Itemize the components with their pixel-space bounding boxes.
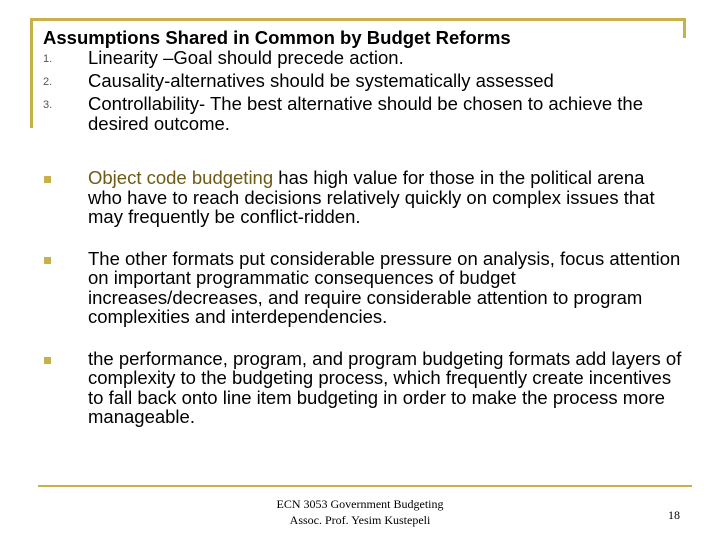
footer-course: ECN 3053 Government Budgeting [276,497,444,511]
frame-left-rule [30,18,33,128]
slide-title: Assumptions Shared in Common by Budget Reforms [43,27,511,48]
bullet-text [88,168,683,227]
page-number: 18 [668,508,680,522]
footer-author: Assoc. Prof. Yesim Kustepeli [289,513,431,527]
bullet-item [43,168,683,227]
frame-top-rule [30,18,686,21]
numbered-list [43,47,683,134]
numbered-item-text: Linearity –Goal should precede action. [88,47,404,68]
list-number: 2. [43,76,53,88]
slide-footer [250,496,470,528]
frame-right-rule [683,18,686,38]
square-bullet-icon [43,249,88,269]
footer-rule [38,485,692,487]
bullet-text: the performance, program, and program budgeting formats add layers of complexity to the budgeting process, which frequently create incentives to fall back onto line item budgeting in order to make the process more manageable. [88,347,682,427]
list-number: 3. [43,99,53,111]
square-bullet-icon [43,168,88,188]
numbered-item [43,93,683,134]
bullet-text: The other formats put considerable pressure on analysis, focus attention on important programmatic consequences of budget increases/decreases, and require considerable attention to program complexities and interdependencies. [88,247,681,327]
bullet-list [43,168,683,449]
numbered-item-text: Controllability- The best alternative should be chosen to achieve the desired outcome. [88,93,643,134]
square-bullet-icon [43,349,88,369]
list-number: 1. [43,53,53,65]
numbered-item [43,70,683,93]
bullet-text-rest: has high value for those in the political arena who have to reach decisions relatively quickly on complex issues that may frequently be conflict-ridden. [88,167,655,227]
bullet-item [43,349,683,427]
highlighted-term: Object code budgeting [88,167,274,188]
bullet-item [43,249,683,327]
numbered-item-text: Causality-alternatives should be systematically assessed [88,70,554,91]
numbered-item [43,47,683,70]
